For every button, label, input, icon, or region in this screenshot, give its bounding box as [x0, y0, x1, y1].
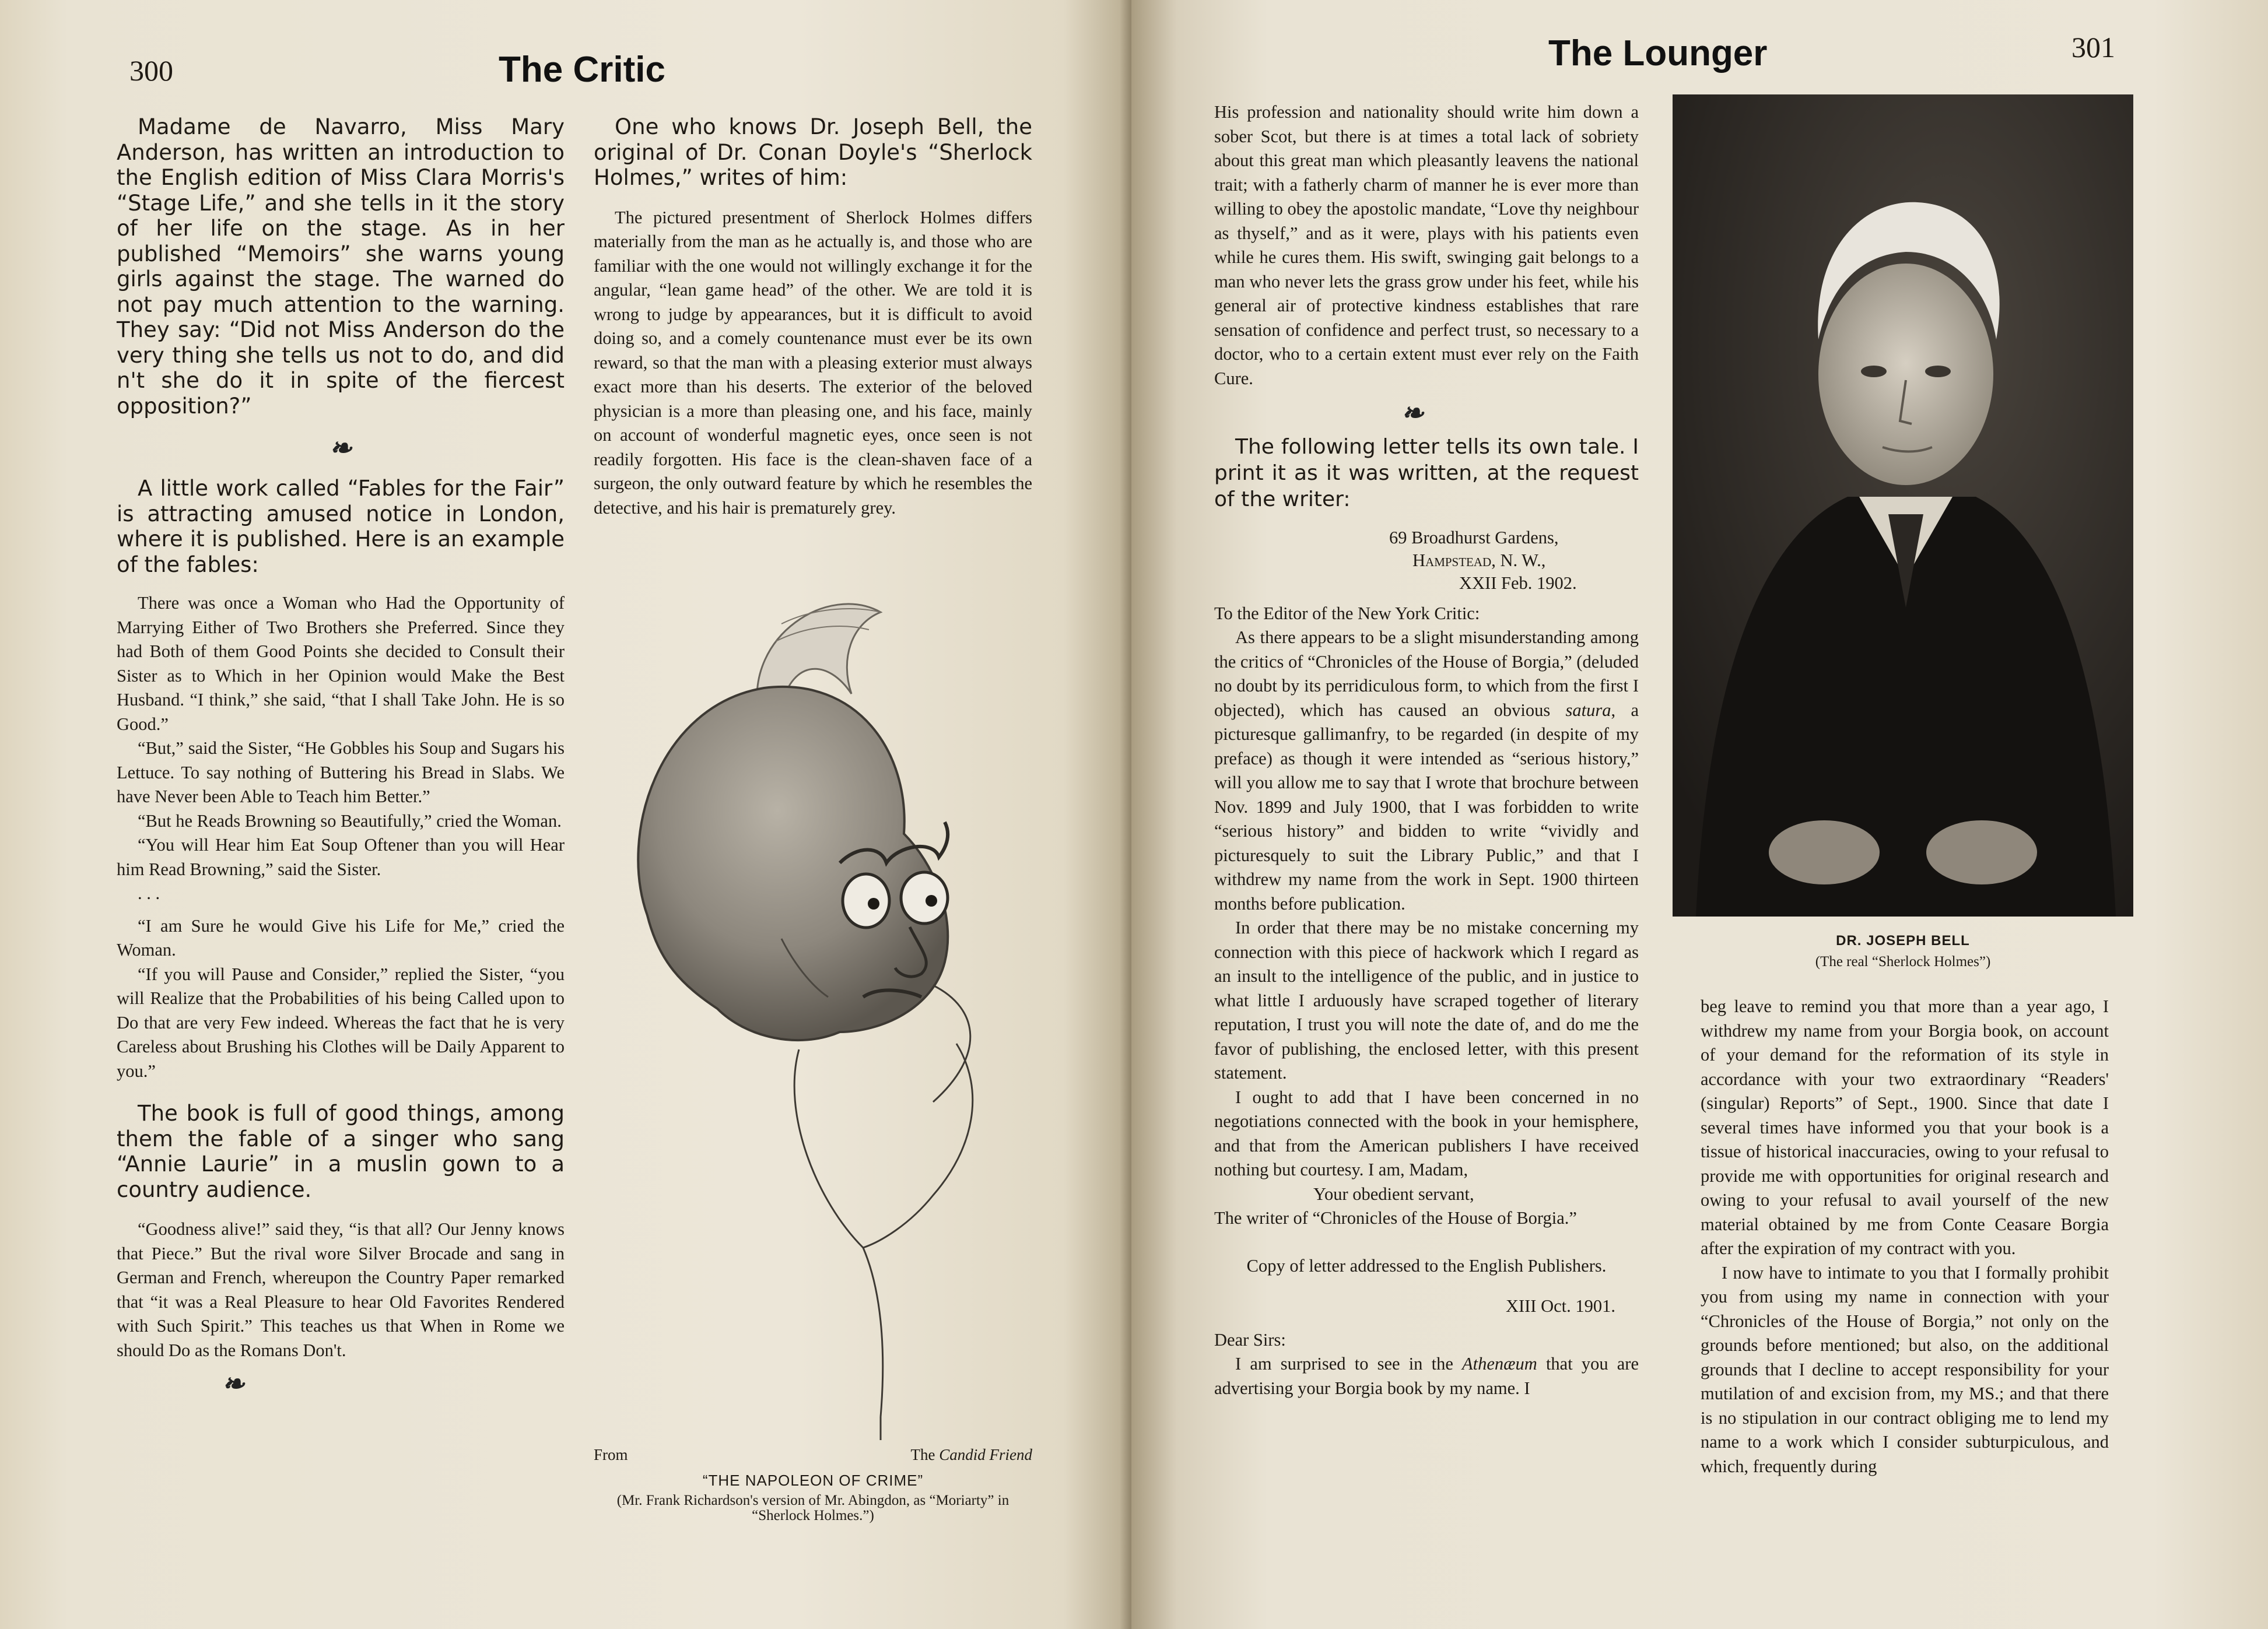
paragraph-bell-description: His profession and nationality should write him down a sober Scot, but there is at times a total lack of sobriety about this great man which pleasantly leavens the national trait; with a fatherly charm of manner he is ever more than willing to obey the apostolic mandate, “Love thy neighbour as thyself,” and as it were, plays with his patients even while he cures them. His swift, swinging gait belongs to a man who never lets the grass grow under his feet, while his general air of protective kindness establishes that rare sensation of confidence and perfect trust, so necessary to a doctor, who to a certain extent must ever rely on the Faith Cure. [1214, 102, 1639, 388]
left-page [0, 0, 1131, 1629]
fable-paragraph: “But he Reads Browning so Beautifully,” cried the Woman. [138, 810, 562, 831]
caricature-caption [594, 1446, 1032, 1523]
dear-sirs: Dear Sirs: [1214, 1329, 1286, 1350]
right-page [1131, 0, 2268, 1629]
address-line-1: 69 Broadhurst Gardens, [1389, 528, 1559, 547]
letter2-italic: Athenæum [1462, 1354, 1537, 1374]
credit-right-source: Candid Friend [939, 1446, 1032, 1463]
left-column-1 [117, 114, 565, 1399]
fable-paragraph: “But,” said the Sister, “He Gobbles his Soup and Sugars his Lettuce. To say nothing of Buttering his Bread in Slabs. We have Never been Able to Teach him Better.” [117, 738, 565, 806]
svg-text:❧: ❧ [1401, 399, 1424, 428]
paragraph-goodness-alive: “Goodness alive!” said they, “is that all? Our Jenny knows that Piece.” But the rival wore Silver Brocade and sang in German and French, whereupon the Country Paper remarked that “it was a Real Pleasure to hear Old Favorites Rendered with Such Spirit.” This teaches us that When in Rome we should Do as the Romans Don't. [117, 1219, 565, 1360]
fable-paragraph: “If you will Pause and Consider,” replied the Sister, “you will Realize that the Probabilities of his being Called upon to Do that are very Few indeed. Whereas the fact that he is very Careless about Brushing his Clothes will be Daily Apparent to you.” [117, 964, 565, 1081]
portrait-photograph [1673, 94, 2133, 917]
running-head-right: The Lounger [1548, 33, 1768, 73]
letter-address [1214, 526, 1639, 595]
credit-right-prefix: The [910, 1446, 940, 1463]
letter2-continuation-2: I now have to intimate to you that I formally prohibit you from using my name in connection with your “Chronicles of the House of Borgia,” not only on the grounds before mentioned; but also, on the additional grounds that I decline to accept responsibility for your mutilation of and excision from, my MS.; and that there is no stipulation in our contract obliging me to lend my name to a work which I consider subturpiculous, and which, frequently during [1701, 1262, 2109, 1476]
letter-closing-1: Your obedient servant, [1313, 1184, 1474, 1204]
right-column-1 [1214, 100, 1639, 1400]
running-head-left: The Critic [499, 50, 665, 90]
svg-text:❧: ❧ [222, 1370, 245, 1399]
paragraph-anderson: Madame de Navarro, Miss Mary Anderson, has written an introduction to the English edition of Miss Clara Morris's “Stage Life,” and she tells in it the story of her life on the stage. As in her published “Memoirs” she warns young girls against the stage. The warned do not pay much attention to the warning. They say: “Did not Miss Anderson do the very thing she tells us not to do, and did n't she do it in spite of the fiercest opposition?” [117, 114, 565, 419]
quote-sherlock-holmes: The pictured presentment of Sherlock Holmes differs materially from the man as he actually is, and those who are familiar with the one would not willingly exchange it for the angular, “lean game head” of the other. We are told it is wrong to judge by appearances, but it is difficult to avoid doing so, and a comely countenance must ever be its own reward, so that the man with a pleasing exterior must always exact more than his deserts. The exterior of the beloved physician is a more than pleasing one, and his face, mainly on account of wonderful magnetic eyes, once seen is not readily forgotten. His face is the clean-shaven face of a surgeon, the only outward feature by which he resembles the detective, and his hair is prematurely grey. [594, 207, 1032, 518]
ornament-fleuron [117, 1370, 565, 1399]
caption-title: “THE NAPOLEON OF CRIME” [702, 1472, 924, 1489]
letter-p1-b: , a picturesque gallimanfry, to be regarded (in despite of my preface) as though it were intended as “serious history,” will you allow me to say that I wrote that brochure between Nov. 1899 and July 1900, that I was forbidden to write “serious history” and bidden to write “vividly and picturesquely to suit the Library Public,” and that I withdrew my name from the work in Sept. 1900 thirteen months before publication. [1214, 700, 1639, 914]
copy-note: Copy of letter addressed to the English Publishers. [1246, 1255, 1607, 1276]
letter-date-2: XIII Oct. 1901. [1505, 1296, 1615, 1316]
letter-p1-a: As there appears to be a slight misunderstanding among the critics of “Chronicles of the House of Borgia,” (deluded no doubt by its perridiculous form, to which from the first I objected), which has caused an obvious [1214, 627, 1639, 720]
paragraph-joseph-bell-intro: One who knows Dr. Joseph Bell, the original of Dr. Conan Doyle's “Sherlock Holmes,” writes of him: [594, 114, 1032, 190]
letter2-continuation-1: beg leave to remind you that more than a year ago, I withdrew my name from your Borgia book, on account of your demand for the reformation of its style in accordance with your two extraordinary “Readers' (singular) Reports” of Sept., 1900. Since that date I several times have informed you that your book is a tissue of historical inaccuracies, owing to your refusal to provide me with opportunities for original research and owing to your refusal to avail yourself of the new material obtained by me from Conte Ceasare Borgia after the expiration of my contract with you. [1701, 996, 2109, 1258]
svg-text:❧: ❧ [329, 434, 352, 463]
fable-ellipsis: . . . [138, 883, 160, 903]
paragraph-letter-intro: The following letter tells its own tale. I print it as it was written, at the request of the writer: [1214, 435, 1639, 511]
address-line-3: XXII Feb. 1902. [1459, 573, 1577, 593]
photo-caption-subtitle: (The real “Sherlock Holmes”) [1815, 954, 1991, 970]
credit-left: From [594, 1446, 628, 1463]
letter2-paragraph [1214, 1352, 1639, 1400]
caption-subtitle: (Mr. Frank Richardson's version of Mr. Abingdon, as “Moriarty” in “Sherlock Holmes.”) [616, 1493, 1009, 1523]
caricature-illustration [607, 589, 1032, 1446]
letter2-a: I am surprised to see in the [1235, 1354, 1463, 1374]
left-column-2 [594, 114, 1032, 520]
ornament-fleuron [117, 434, 565, 463]
letter-paragraph-3: I ought to add that I have been concerned in no negotiations connected with the book in your hemisphere, and that from the American publishers I have received nothing but courtesy. I am, Madam, [1214, 1087, 1639, 1179]
paragraph-annie-laurie: The book is full of good things, among them the fable of a singer who sang “Annie Laurie” in a muslin gown to a country audience. [117, 1101, 565, 1202]
paragraph-fables: A little work called “Fables for the Fair” is attracting amused notice in London, where it is published. Here is an example of the fables: [117, 476, 565, 577]
letter-paragraph-2: In order that there may be no mistake concerning my connection with this piece of hackwork which I regard as an insult to the intelligence of the public, and in justice to what little I arduously have scraped together of literary reputation, I trust you will note the date of, and do me the favor of publishing, the enclosed letter, with this present statement. [1214, 918, 1639, 1083]
letter2-b: that you are advertising your Borgia book by my name. I [1214, 1354, 1639, 1398]
ornament-fleuron [1214, 399, 1639, 428]
letter-salutation: To the Editor of the New York Critic: [1214, 603, 1480, 623]
photo-caption-title: DR. JOSEPH BELL [1836, 933, 1970, 949]
letter-paragraph-1 [1214, 626, 1639, 916]
address-line-2: Hampstead, N. W., [1412, 550, 1546, 570]
fable-paragraph: “I am Sure he would Give his Life for Me,” cried the Woman. [117, 915, 565, 960]
letter-closing-2: The writer of “Chronicles of the House of Borgia.” [1214, 1208, 1577, 1228]
fable-paragraph: There was once a Woman who Had the Opportunity of Marrying Either of Two Brothers she Preferred. Since they had Both of them Good Points she decided to Consult their Sister as to Which in her Opinion would Make the Best Husband. “I think,” she said, “that I shall Take John. He is so Good.” [117, 593, 565, 734]
credit-right [911, 1446, 1032, 1464]
fable-paragraph: “You will Hear him Eat Soup Oftener than you will Hear him Read Browning,” said the Sister. [117, 835, 565, 879]
letter-p1-italic: satura [1565, 700, 1611, 720]
page-number-right: 301 [2071, 31, 2115, 64]
page-number-left: 300 [129, 54, 173, 87]
right-column-2 [1701, 995, 2109, 1479]
fable-text [117, 591, 565, 1083]
